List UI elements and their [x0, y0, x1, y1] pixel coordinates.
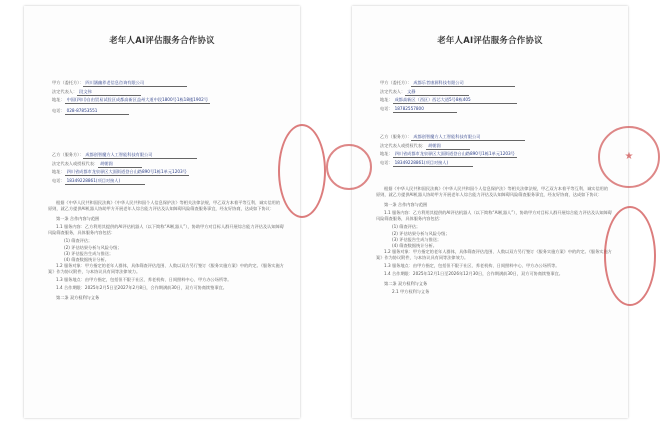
party-b-addr-row: [52, 169, 284, 178]
party-b-block: [52, 152, 284, 186]
company-seal-stamp: [598, 126, 660, 188]
party-a-block: [52, 80, 284, 117]
party-b-phone-label: 电话：: [380, 159, 393, 165]
party-a-phone-row: [380, 106, 612, 115]
party-a-rep: 段文伟: [77, 89, 141, 96]
party-b-rep-label: 法定代表人或授权代表：: [52, 160, 99, 166]
party-b-addr: 四川省成都市龙泉驿区大面街道登台山路890号1栋1单元1203号: [393, 151, 517, 158]
party-a-name: 成都乐者康源科技有限公司: [411, 80, 515, 87]
party-a-addr-row: [380, 97, 612, 106]
party-b-rep: 胡朝润: [98, 161, 142, 168]
clause-1-1: 1.1 服务内容：乙方利用其提供的AI评估机器人（以下简称“AI机器人”），协助甲方对目标人群开展综合能力评估及认知障碍风险筛查服务，具体服务内容包括：: [376, 210, 612, 222]
contract-body: [48, 200, 284, 303]
party-a-addr: 成都高新区（西区）西芯大道5号8栋405: [393, 97, 517, 104]
preamble: 根据《中华人民共和国民法典》《中华人民共和国个人信息保护法》等相关法律法规，甲乙双方本着平等互利、诚实信用的原则，就乙方提供AI机器人协助甲方开展老年人综合能力评估及认知障碍风险筛查服务事宜，经友好协商，达成如下协议：: [48, 200, 281, 212]
party-b-addr: 四川省成都市龙泉驿区大面街道登台山路890号1栋1单元1203号: [65, 169, 189, 176]
party-b-name-row: [52, 152, 284, 161]
party-a-addr-label: 地址：: [52, 97, 65, 102]
party-b-phone: 18349228861(项目对接人): [65, 178, 145, 185]
party-b-rep: 胡朝润: [426, 143, 470, 150]
party-a-name-row: [380, 80, 612, 89]
party-b-name-label: 乙方（服务方）：: [52, 152, 84, 157]
party-b-rep-row: [380, 143, 612, 152]
party-b-phone-row: [380, 160, 612, 169]
party-a-addr-row: [52, 97, 284, 104]
clause-2-1: 2.1 甲方权利与义务: [392, 289, 430, 295]
party-a-addr-label: 地址：: [380, 97, 393, 102]
list-item: (3) 评估报告生成与推送；: [392, 236, 442, 242]
preamble: 根据《中华人民共和国民法典》《中华人民共和国个人信息保护法》等相关法律法规，甲乙双方本着平等互利、诚实信用的原则，就乙方提供AI机器人协助甲方开展老年人综合能力评估及认知障碍风险筛查服务事宜，经友好协商，达成如下协议：: [376, 186, 609, 198]
section-heading: 第二条 双方权利与义务: [384, 281, 428, 287]
party-a-addr: 中国(四川)自由贸易试验区成都高新区益州大道中段1800号1栋18楼1902号: [65, 97, 210, 104]
clause-1-1: 1.1 服务内容：乙方利用其提供的AI评估机器人（以下简称“AI机器人”），协助甲方对目标人群开展综合能力评估及认知障碍风险筛查服务，具体服务内容包括：: [48, 224, 284, 236]
section-heading: 第一条 合作内容与范围: [56, 216, 100, 222]
list-item: (4) 筛查数据统计分析。: [392, 242, 437, 248]
party-a-name-row: [52, 80, 284, 89]
party-b-name-row: [380, 134, 612, 143]
party-a-rep: 文静: [405, 89, 469, 96]
party-b-phone-row: [52, 178, 284, 187]
list-item: (2) 评估结果分析与风险分级；: [64, 244, 122, 250]
section-heading: 第二条 双方权利与义务: [56, 295, 100, 301]
party-b-name: 成都创智魔方人工智能科技有限公司: [83, 152, 197, 159]
page-title: 老年人AI评估服务合作协议: [109, 35, 215, 45]
seam-seal-stamp: [278, 124, 326, 218]
party-a-block: [380, 80, 612, 114]
party-b-name: 成都创智魔方人工智能科技有限公司: [411, 134, 525, 141]
party-a-rep-label: 法定代表人：: [380, 88, 406, 94]
party-a-rep-row: [52, 89, 284, 98]
list-item: (1) 筛查评估；: [64, 238, 93, 244]
clause-1-4: 1.4 合作期限：2025年2月5日至2027年2月8日，合作期满前30日，双方可协商续签事宜。: [56, 285, 227, 291]
party-a-name: 四川涵幽养老信息咨询有限公司: [83, 80, 187, 87]
contract-page-left: [24, 6, 300, 418]
party-a-rep-label: 法定代表人：: [52, 88, 78, 94]
seam-seal-left-stamp: [326, 144, 372, 190]
party-b-rep-label: 法定代表人或授权代表：: [380, 142, 427, 148]
party-a-phone-row: [52, 108, 284, 117]
party-b-addr-row: [380, 151, 612, 160]
page-title: 老年人AI评估服务合作协议: [437, 35, 543, 45]
party-a-rep-row: [380, 89, 612, 98]
party-b-rep-row: [52, 161, 284, 170]
list-item: (4) 筛查数据统计分析。: [64, 256, 109, 262]
contract-body: [376, 186, 612, 295]
seam-seal-stamp: [604, 206, 656, 306]
list-item: (1) 筛查评估；: [392, 224, 421, 230]
clause-1-3: 1.3 服务地点：由甲方指定，包括但不限于社区、养老机构、日间照料中心、甲方办公场所等。: [56, 277, 232, 283]
list-item: (2) 评估结果分析与风险分级；: [392, 230, 450, 236]
party-b-block: [380, 134, 612, 168]
party-a-phone-label: 电话：: [52, 108, 65, 114]
party-a-name-label: 甲方（委托方）：: [380, 80, 412, 85]
clause-1-2: 1.2 服务对象：甲方指定的老年人群体，具体筛查评估范围、人数以双方另行签订《服务实施方案》中的约定。《服务实施方案》作为协议附件，与本协议具有同等法律效力。: [48, 262, 284, 274]
list-item: (3) 评估报告生成与推送；: [64, 250, 114, 256]
party-a-name-label: 甲方（委托方）：: [52, 80, 84, 85]
party-a-phone: 028-87853551: [65, 108, 129, 115]
clause-1-4: 1.4 合作期限：2025年12月1日至2026年12月30日，合作期满前30日，双方可协商续签事宜。: [384, 271, 563, 277]
seal-star-icon: ★: [624, 150, 634, 162]
party-b-addr-label: 地址：: [52, 169, 65, 174]
contract-page-right: [352, 6, 634, 418]
party-a-phone-label: 电话：: [380, 105, 393, 111]
party-b-addr-label: 地址：: [380, 151, 393, 156]
party-a-phone: 18782557800: [393, 106, 457, 113]
clause-1-3: 1.3 服务地点：由甲方指定，包括但不限于社区、养老机构、日间照料中心、甲方办公场所等。: [384, 263, 560, 269]
clause-1-2: 1.2 服务对象：甲方指定的老年人群体，具体筛查评估范围、人数以双方另行签订《服务实施方案》中的约定。《服务实施方案》作为协议附件，与本协议具有同等法律效力。: [376, 248, 612, 260]
party-b-phone-label: 电话：: [52, 177, 65, 183]
party-b-name-label: 乙方（服务方）：: [380, 134, 412, 139]
party-b-phone: 18349228861(项目对接人): [393, 160, 473, 167]
section-heading: 第一条 合作内容与范围: [384, 202, 428, 208]
